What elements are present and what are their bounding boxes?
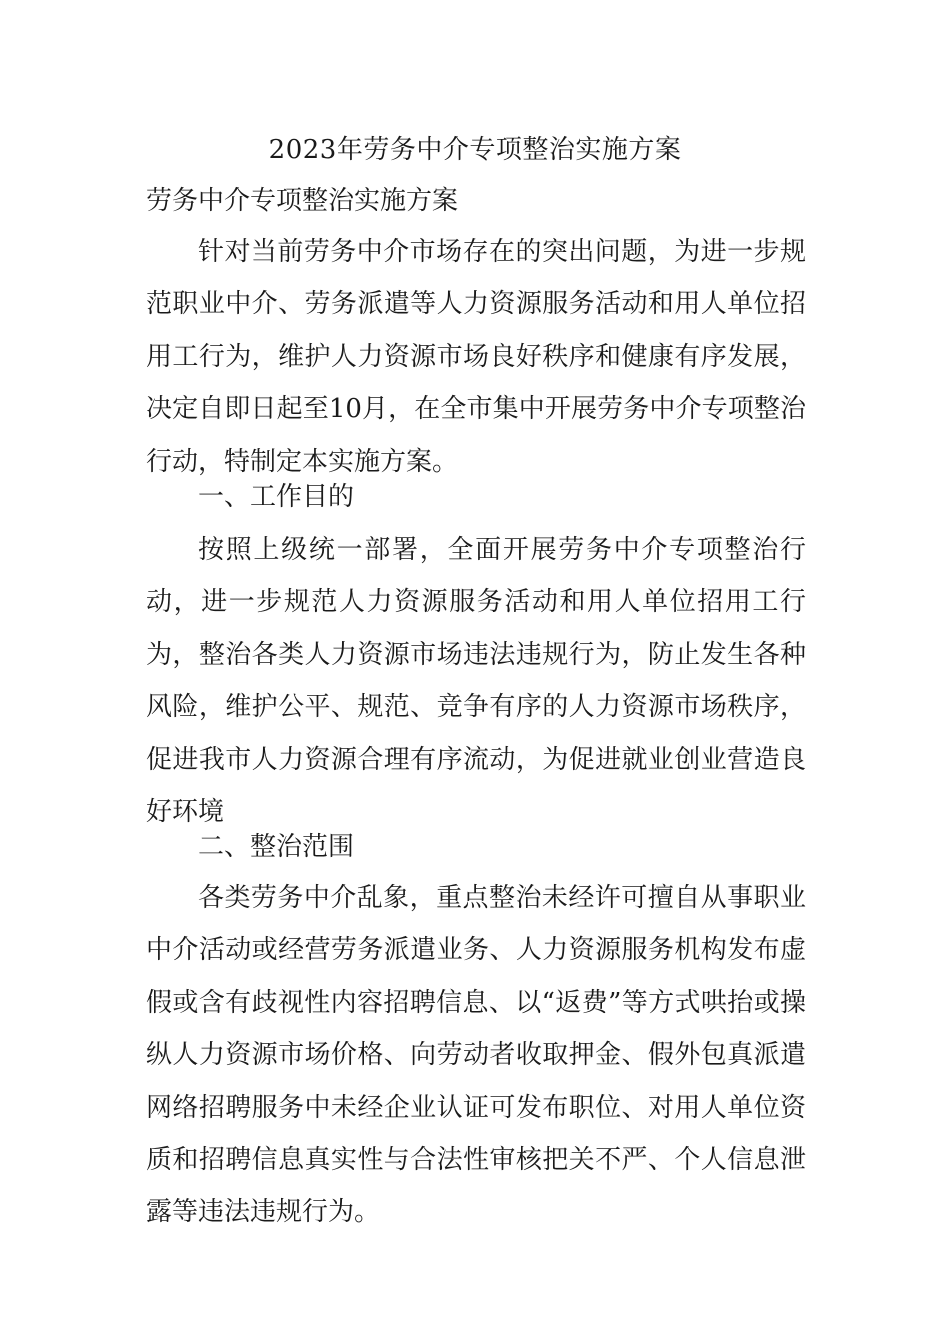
section-heading-scope: 二、整治范围 [198,832,355,862]
document-title: 2023年劳务中介专项整治实施方案 [268,135,682,165]
section-heading-purpose: 一、工作目的 [198,482,355,512]
intro-paragraph: 针对当前劳务中介市场存在的突出问题，为进一步规范职业中介、劳务派遣等人力资源服务活动和用人单位招用工行为，维护人力资源市场良好秩序和健康有序发展，决定自即日起至10月，在全市集中开展劳务中介专项整治行动，特制定本实施方案。 [146,237,806,477]
section-body-scope: 各类劳务中介乱象，重点整治未经许可擅自从事职业中介活动或经营劳务派遣业务、人力资源服务机构发布虚假或含有歧视性内容招聘信息、以“返费”等方式哄抬或操纵人力资源市场价格、向劳动者收取押金、假外包真派遣网络招聘服务中未经企业认证可发布职位、对用人单位资质和招聘信息真实性与合法性审核把关不严、个人信息泄露等违法违规行为。 [146,883,806,1228]
document-subtitle: 劳务中介专项整治实施方案 [146,186,459,216]
section-body-purpose: 按照上级统一部署，全面开展劳务中介专项整治行动，进一步规范人力资源服务活动和用人单位招用工行为，整治各类人力资源市场违法违规行为，防止发生各种风险，维护公平、规范、竞争有序的人力资源市场秩序，促进我市人力资源合理有序流动，为促进就业创业营造良好环境 [146,535,806,828]
